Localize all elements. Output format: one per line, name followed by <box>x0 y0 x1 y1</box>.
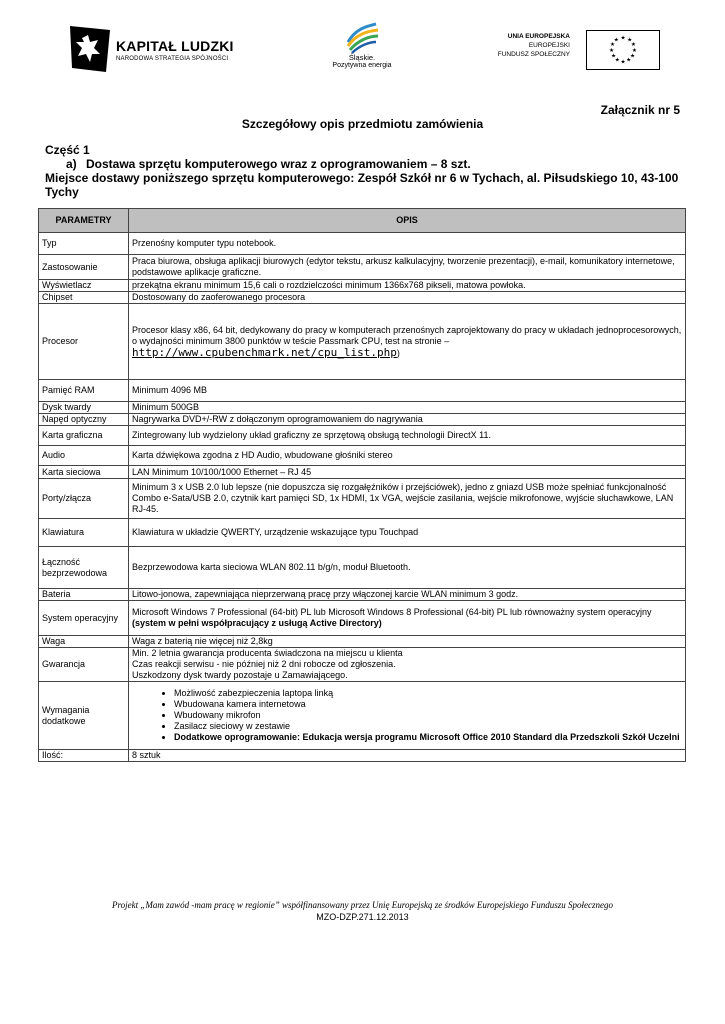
table-row <box>39 414 686 426</box>
os-desc: Microsoft Windows 7 Professional (64-bit) PL lub Microsoft Windows 8 Professional (64-bit) PL lub równoważny system operacyjny <box>132 607 652 617</box>
annex-label: Załącznik nr 5 <box>600 103 680 117</box>
list-item <box>174 732 682 743</box>
param-cell: Zastosowanie <box>39 255 129 280</box>
desc-cell: 8 sztuk <box>129 750 686 762</box>
kapital-ludzki-subtitle: NARODOWA STRATEGIA SPÓJNOŚCI <box>116 56 229 62</box>
list-item: • Zasilacz sieciowy w zestawie <box>174 721 682 732</box>
link-close-paren: ) <box>396 347 400 358</box>
specification-table <box>38 208 686 762</box>
slaskie-waves-icon <box>342 20 382 54</box>
table-row <box>39 280 686 292</box>
param-cell: Łączność bezprzewodowa <box>39 547 129 589</box>
column-header-param: PARAMETRY <box>39 209 129 233</box>
desc-cell: Bezprzewodowa karta sieciowa WLAN 802.11 b/g/n, moduł Bluetooth. <box>129 547 686 589</box>
kapital-ludzki-emblem-icon <box>68 24 112 74</box>
list-item: • Możliwość zabezpieczenia laptopa linką <box>174 688 682 699</box>
warranty-line: Min. 2 letnia gwarancja producenta świadczona na miejscu u klienta <box>132 648 403 658</box>
svg-text:★: ★ <box>613 37 619 44</box>
list-item: • Wbudowana kamera internetowa <box>174 699 682 710</box>
office-software-note: Dodatkowe oprogramowanie: Edukacja wersja programu Microsoft Office 2010 Standard dla Przedszkoli Szkół Uczelni <box>174 732 680 742</box>
svg-text:★: ★ <box>631 47 637 54</box>
param-cell: Napęd optyczny <box>39 414 129 426</box>
desc-cell <box>129 682 686 750</box>
svg-text:★: ★ <box>620 35 626 42</box>
desc-cell: Waga z baterią nie więcej niż 2,8kg <box>129 636 686 648</box>
param-cell: Klawiatura <box>39 519 129 547</box>
desc-cell: Minimum 3 x USB 2.0 lub lepsze (nie dopuszcza się rozgałęźników i przejściówek), jedno z gniazd USB może spełniać funkcjonalność Combo e-Sata/USB 2.0, czytnik kart pamięci SD, 1x HDMI, 1x VGA, wejście zasilania, wejście mikrofonowe, wyjście słuchawkowe, LAN RJ-45. <box>129 479 686 519</box>
param-cell: Waga <box>39 636 129 648</box>
table-row <box>39 255 686 280</box>
table-row <box>39 648 686 682</box>
desc-cell: Nagrywarka DVD+/-RW z dołączonym oprogramowaniem do nagrywania <box>129 414 686 426</box>
table-row <box>39 750 686 762</box>
eu-line-2: EUROPEJSKI <box>528 42 570 49</box>
param-cell: Ilość: <box>39 750 129 762</box>
eu-flag-icon <box>586 30 660 70</box>
desc-cell <box>129 601 686 636</box>
svg-text:★: ★ <box>620 59 626 66</box>
slaskie-tagline: Pozytywna energia <box>332 62 392 69</box>
table-row <box>39 233 686 255</box>
param-cell: Pamięć RAM <box>39 380 129 402</box>
table-row <box>39 446 686 466</box>
processor-desc: Procesor klasy x86, 64 bit, dedykowany do pracy w komputerach przenośnych zaprojektowany do pracy w układach jednoprocesorowych, o wydajności minimum 3800 punktów w teście Passmark CPU, test na stronie – <box>132 324 682 346</box>
svg-text:★: ★ <box>610 53 617 60</box>
desc-cell: Karta dźwiękowa zgodna z HD Audio, wbudowane głośniki stereo <box>129 446 686 466</box>
svg-text:★: ★ <box>609 42 616 49</box>
desc-cell: Zintegrowany lub wydzielony układ graficzny ze sprzętową obsługą technologii DirectX 11. <box>129 426 686 446</box>
cpubenchmark-link[interactable]: http://www.cpubenchmark.net/cpu_list.php <box>132 345 397 359</box>
footer-reference: MZO-DZP.271.12.2013 <box>316 912 409 922</box>
param-cell: Procesor <box>39 304 129 380</box>
slaskie-name: Śląskie. <box>348 53 376 62</box>
desc-cell: Praca biurowa, obsługa aplikacji biurowych (edytor tekstu, arkusz kalkulacyjny, tworzenie prezentacji), e-mail, komunikatory internetowe, podstawowe aplikacje graficzne. <box>129 255 686 280</box>
desc-cell: Dostosowany do zaoferowanego procesora <box>129 292 686 304</box>
desc-cell: przekątna ekranu minimum 15,6 cali o rozdzielczości minimum 1366x768 pikseli, matowa powłoka. <box>129 280 686 292</box>
column-header-desc: OPIS <box>129 209 686 233</box>
table-row <box>39 601 686 636</box>
param-cell: Porty/złącza <box>39 479 129 519</box>
param-cell: Typ <box>39 233 129 255</box>
param-cell: Karta graficzna <box>39 426 129 446</box>
param-cell: Karta sieciowa <box>39 466 129 479</box>
additional-requirements-list <box>132 688 682 743</box>
kapital-ludzki-title: KAPITAŁ LUDZKI <box>116 38 234 54</box>
param-cell: Chipset <box>39 292 129 304</box>
table-row <box>39 519 686 547</box>
desc-cell: Minimum 500GB <box>129 402 686 414</box>
table-row <box>39 426 686 446</box>
desc-cell <box>129 304 686 380</box>
table-row <box>39 292 686 304</box>
svg-text:★: ★ <box>627 37 633 44</box>
param-cell: Wymagania dodatkowe <box>39 682 129 750</box>
param-cell: Audio <box>39 446 129 466</box>
desc-cell: Litowo-jonowa, zapewniająca nieprzerwaną pracę przy włączonej karcie WLAN minimum 3 godz. <box>129 589 686 601</box>
desc-cell <box>129 648 686 682</box>
svg-text:★: ★ <box>626 57 632 64</box>
item-marker: a) <box>66 157 77 171</box>
eu-fund-text <box>498 32 570 59</box>
table-row <box>39 402 686 414</box>
eu-line-1: UNIA EUROPEJSKA <box>507 33 570 40</box>
param-cell: Bateria <box>39 589 129 601</box>
svg-text:★: ★ <box>609 47 615 54</box>
desc-cell: Przenośny komputer typu notebook. <box>129 233 686 255</box>
svg-text:★: ★ <box>629 53 636 60</box>
slaskie-logo <box>322 20 402 76</box>
param-cell: System operacyjny <box>39 601 129 636</box>
table-row <box>39 547 686 589</box>
svg-text:★: ★ <box>614 57 620 64</box>
part-heading: Część 1 <box>45 143 90 157</box>
eu-line-3: FUNDUSZ SPOŁECZNY <box>497 51 570 58</box>
list-item: • Wbudowany mikrofon <box>174 710 682 721</box>
warranty-line: Uszkodzony dysk twardy pozostaje u Zamawiającego. <box>132 670 348 680</box>
page-title: Szczegółowy opis przedmiotu zamówienia <box>241 117 484 131</box>
desc-cell: Klawiatura w układzie QWERTY, urządzenie wskazujące typu Touchpad <box>129 519 686 547</box>
table-header-row <box>39 209 686 233</box>
param-cell: Wyświetlacz <box>39 280 129 292</box>
param-cell: Gwarancja <box>39 648 129 682</box>
delivery-place: Miejsce dostawy poniższego sprzętu komputerowego: Zespół Szkół nr 6 w Tychach, al. Piłsudskiego 10, 43-100 Tychy <box>45 171 679 199</box>
svg-text:★: ★ <box>630 42 637 49</box>
os-active-directory-note: (system w pełni współpracujący z usługą Active Directory) <box>132 618 382 628</box>
eu-fund-logo <box>490 30 670 70</box>
kapital-ludzki-logo <box>68 24 238 74</box>
table-row <box>39 466 686 479</box>
item-text: Dostawa sprzętu komputerowego wraz z oprogramowaniem – 8 szt. <box>86 157 471 171</box>
table-row <box>39 304 686 380</box>
warranty-line: Czas reakcji serwisu - nie później niż 2 dni robocze od zgłoszenia. <box>132 659 396 669</box>
desc-cell: LAN Minimum 10/100/1000 Ethernet – RJ 45 <box>129 466 686 479</box>
table-row <box>39 380 686 402</box>
item-heading <box>66 157 471 171</box>
table-row <box>39 682 686 750</box>
desc-cell: Minimum 4096 MB <box>129 380 686 402</box>
table-row <box>39 636 686 648</box>
footer-project: Projekt „Mam zawód -mam pracę w regionie” współfinansowany przez Unię Europejską ze środków Europejskiego Funduszu Społecznego <box>111 900 614 910</box>
table-row <box>39 589 686 601</box>
param-cell: Dysk twardy <box>39 402 129 414</box>
table-row <box>39 479 686 519</box>
